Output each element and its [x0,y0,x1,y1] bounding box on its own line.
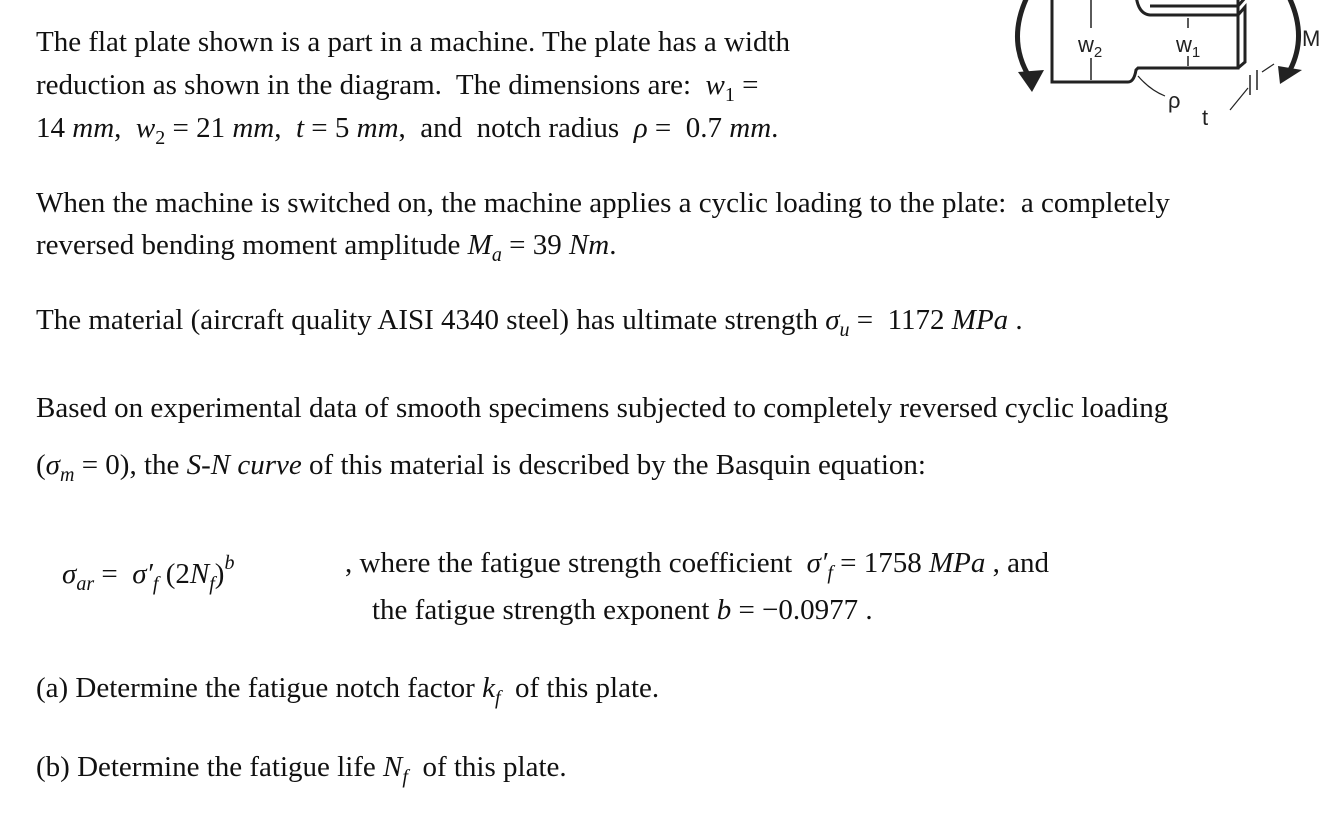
math-token: b [716,594,732,626]
math-token: w [135,112,156,144]
math-token: ar [76,573,95,595]
text-segment: = 21 [165,112,233,144]
text-segment: of this plate. [500,672,660,704]
math-token: N [189,558,210,590]
text-segment: ) [214,558,225,590]
math-token: Nm [568,229,610,261]
text-segment: of this plate. [407,751,567,783]
moment-arrow-left-icon [1017,0,1030,78]
text-segment: the fatigue strength exponent [372,594,717,626]
math-token: m [59,464,75,486]
text-segment: = [734,69,759,101]
text-segment: = 0), the [74,449,187,481]
rho-label: ρ [1168,88,1181,113]
text-segment: , where the fatigue strength coefficient [345,547,807,579]
math-token: S-N curve [186,449,302,481]
text-segment: The material (aircraft quality AISI 4340 steel) has ultimate strength [36,304,826,336]
plate-diagram [1000,0,1336,140]
text-line-intro-1 [36,26,790,58]
text-segment: , [274,112,296,144]
text-line-loading-2 [36,229,617,271]
text-segment: (a) Determine the fatigue notch factor [36,672,483,704]
text-segment: = 5 [304,112,357,144]
text-segment: 14 [36,112,73,144]
text-line-intro-3 [36,112,778,154]
math-token: mm [72,112,115,144]
text-line-basquin-2 [36,449,926,491]
text-segment: = 39 [501,229,569,261]
text-line-intro-2 [36,69,759,111]
math-token: MPa [951,304,1009,336]
math-token: σ [825,304,840,336]
text-segment: reversed bending moment amplitude [36,229,468,261]
text-segment: , and notch radius [398,112,634,144]
math-token: w [705,69,725,101]
math-token: N [383,751,403,783]
math-token: b [224,552,235,574]
text-segment: (b) Determine the fatigue life [36,751,384,783]
math-token: k [482,672,495,704]
math-token: M [467,229,492,261]
text-segment: = 1172 [849,304,952,336]
text-segment: . [609,229,617,261]
math-token: f [209,573,215,595]
math-token: MPa [929,547,986,579]
text-segment: of this material is described by the Basquin equation: [301,449,926,481]
w2-label: $w_2$ [1078,32,1103,61]
math-token: f [827,562,833,584]
text-line-loading-1 [36,187,1170,219]
math-token: σ [45,449,60,481]
moment-label: M [1302,26,1321,51]
text-line-question-a [36,672,659,714]
math-token: f [152,573,159,595]
text-segment: = −0.0977 . [731,594,873,626]
text-segment: ( [36,449,46,481]
text-segment: , [114,112,136,144]
math-token: a [491,244,502,266]
text-segment: = 0.7 [647,112,730,144]
text-segment: . [771,112,779,144]
text-segment: 1 [724,84,735,106]
text-segment: reduction as shown in the diagram. The dimensions are: [36,69,706,101]
text-line-coef-1 [345,547,1049,589]
text-segment: 2 [155,127,166,149]
w1-label: $w_1$ [1176,32,1201,61]
text-line-coef-2 [372,594,873,626]
math-token: mm [729,112,772,144]
text-segment: = [94,558,133,590]
math-token: mm [356,112,399,144]
text-segment: When the machine is switched on, the machine applies a cyclic loading to the plate: a completely [36,187,1170,219]
text-segment: . [1008,304,1023,336]
math-token: t [295,112,305,144]
math-token: ρ [633,112,648,144]
math-token: u [839,319,850,341]
math-token: σ [62,558,77,590]
math-token: σ′ [806,547,828,579]
math-token: σ′ [132,558,153,590]
text-segment: (2 [158,558,190,590]
math-token: f [494,687,501,709]
text-segment: Based on experimental data of smooth specimens subjected to completely reversed cyclic loading [36,392,1169,424]
text-segment: The flat plate shown is a part in a machine. The plate has a width [36,26,791,58]
text-line-basquin-1 [36,392,1168,424]
text-line-question-b [36,751,567,793]
text-line-equation [62,547,234,600]
text-line-material [36,304,1023,346]
math-token: f [402,766,408,788]
t-label: t [1202,105,1209,130]
text-segment: , and [985,547,1049,579]
math-token: mm [232,112,275,144]
text-segment: = 1758 [832,547,929,579]
moment-arrow-right-icon [1288,0,1299,70]
